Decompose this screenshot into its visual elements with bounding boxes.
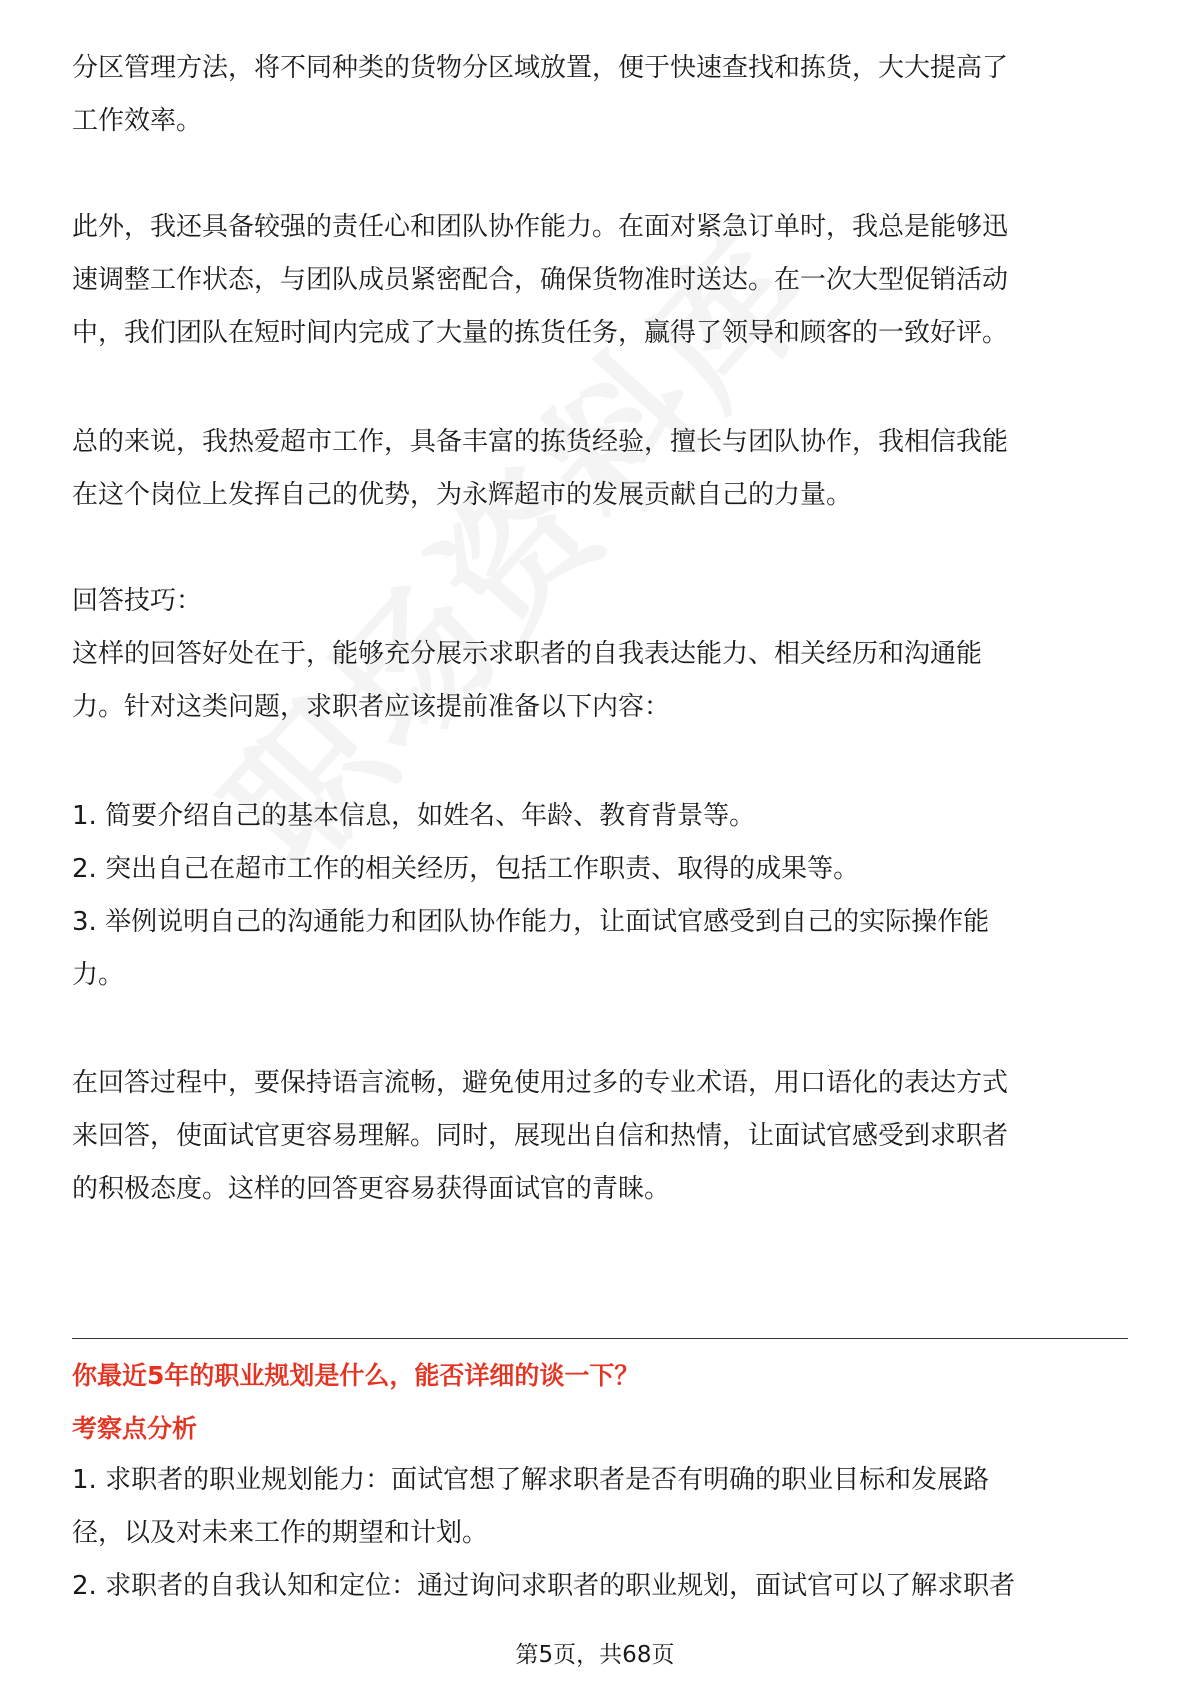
list-item: 2. 突出自己在超市工作的相关经历，包括工作职责、取得的成果等。 [72,854,860,884]
list-item: 3. 举例说明自己的沟通能力和团队协作能力，让面试官感受到自己的实际操作能 [72,907,990,937]
list-item: 1. 简要介绍自己的基本信息，如姓名、年龄、教育背景等。 [72,801,756,831]
paragraph-line: 总的来说，我热爱超市工作，具备丰富的拣货经验，擅长与团队协作，我相信我能 [72,427,1009,457]
analysis-heading: 考察点分析 [72,1414,198,1443]
list-item-continuation: 径，以及对未来工作的期望和计划。 [72,1518,489,1548]
paragraph-line: 此外，我还具备较强的责任心和团队协作能力。在面对紧急订单时，我总是能够迅 [72,212,1009,242]
paragraph-line: 中，我们团队在短时间内完成了大量的拣货任务，赢得了领导和顾客的一致好评。 [72,318,1009,348]
section-divider [72,1338,1128,1339]
list-item-continuation: 力。 [72,960,125,990]
list-item: 1. 求职者的职业规划能力：面试官想了解求职者是否有明确的职业目标和发展路 [72,1465,990,1495]
paragraph-line: 的积极态度。这样的回答更容易获得面试官的青睐。 [72,1174,671,1204]
list-item: 2. 求职者的自我认知和定位：通过询问求职者的职业规划，面试官可以了解求职者 [72,1571,1016,1601]
answer-tips-label: 回答技巧： [72,586,203,616]
question-heading: 你最近5年的职业规划是什么，能否详细的谈一下？ [72,1361,640,1390]
paragraph-line: 分区管理方法，将不同种类的货物分区域放置，便于快速查找和拣货，大大提高了 [72,53,1009,83]
paragraph-line: 力。针对这类问题，求职者应该提前准备以下内容： [72,692,671,722]
paragraph-line: 速调整工作状态，与团队成员紧密配合，确保货物准时送达。在一次大型促销活动 [72,265,1009,295]
paragraph-line: 来回答，使面试官更容易理解。同时，展现出自信和热情，让面试官感受到求职者 [72,1121,1009,1151]
paragraph-line: 这样的回答好处在于，能够充分展示求职者的自我表达能力、相关经历和沟通能 [72,639,983,669]
paragraph-line: 在回答过程中，要保持语言流畅，避免使用过多的专业术语，用口语化的表达方式 [72,1068,1009,1098]
paragraph-line: 在这个岗位上发挥自己的优势，为永辉超市的发展贡献自己的力量。 [72,480,853,510]
page-footer: 第5页，共68页 [515,1642,675,1668]
paragraph-line: 工作效率。 [72,106,203,136]
